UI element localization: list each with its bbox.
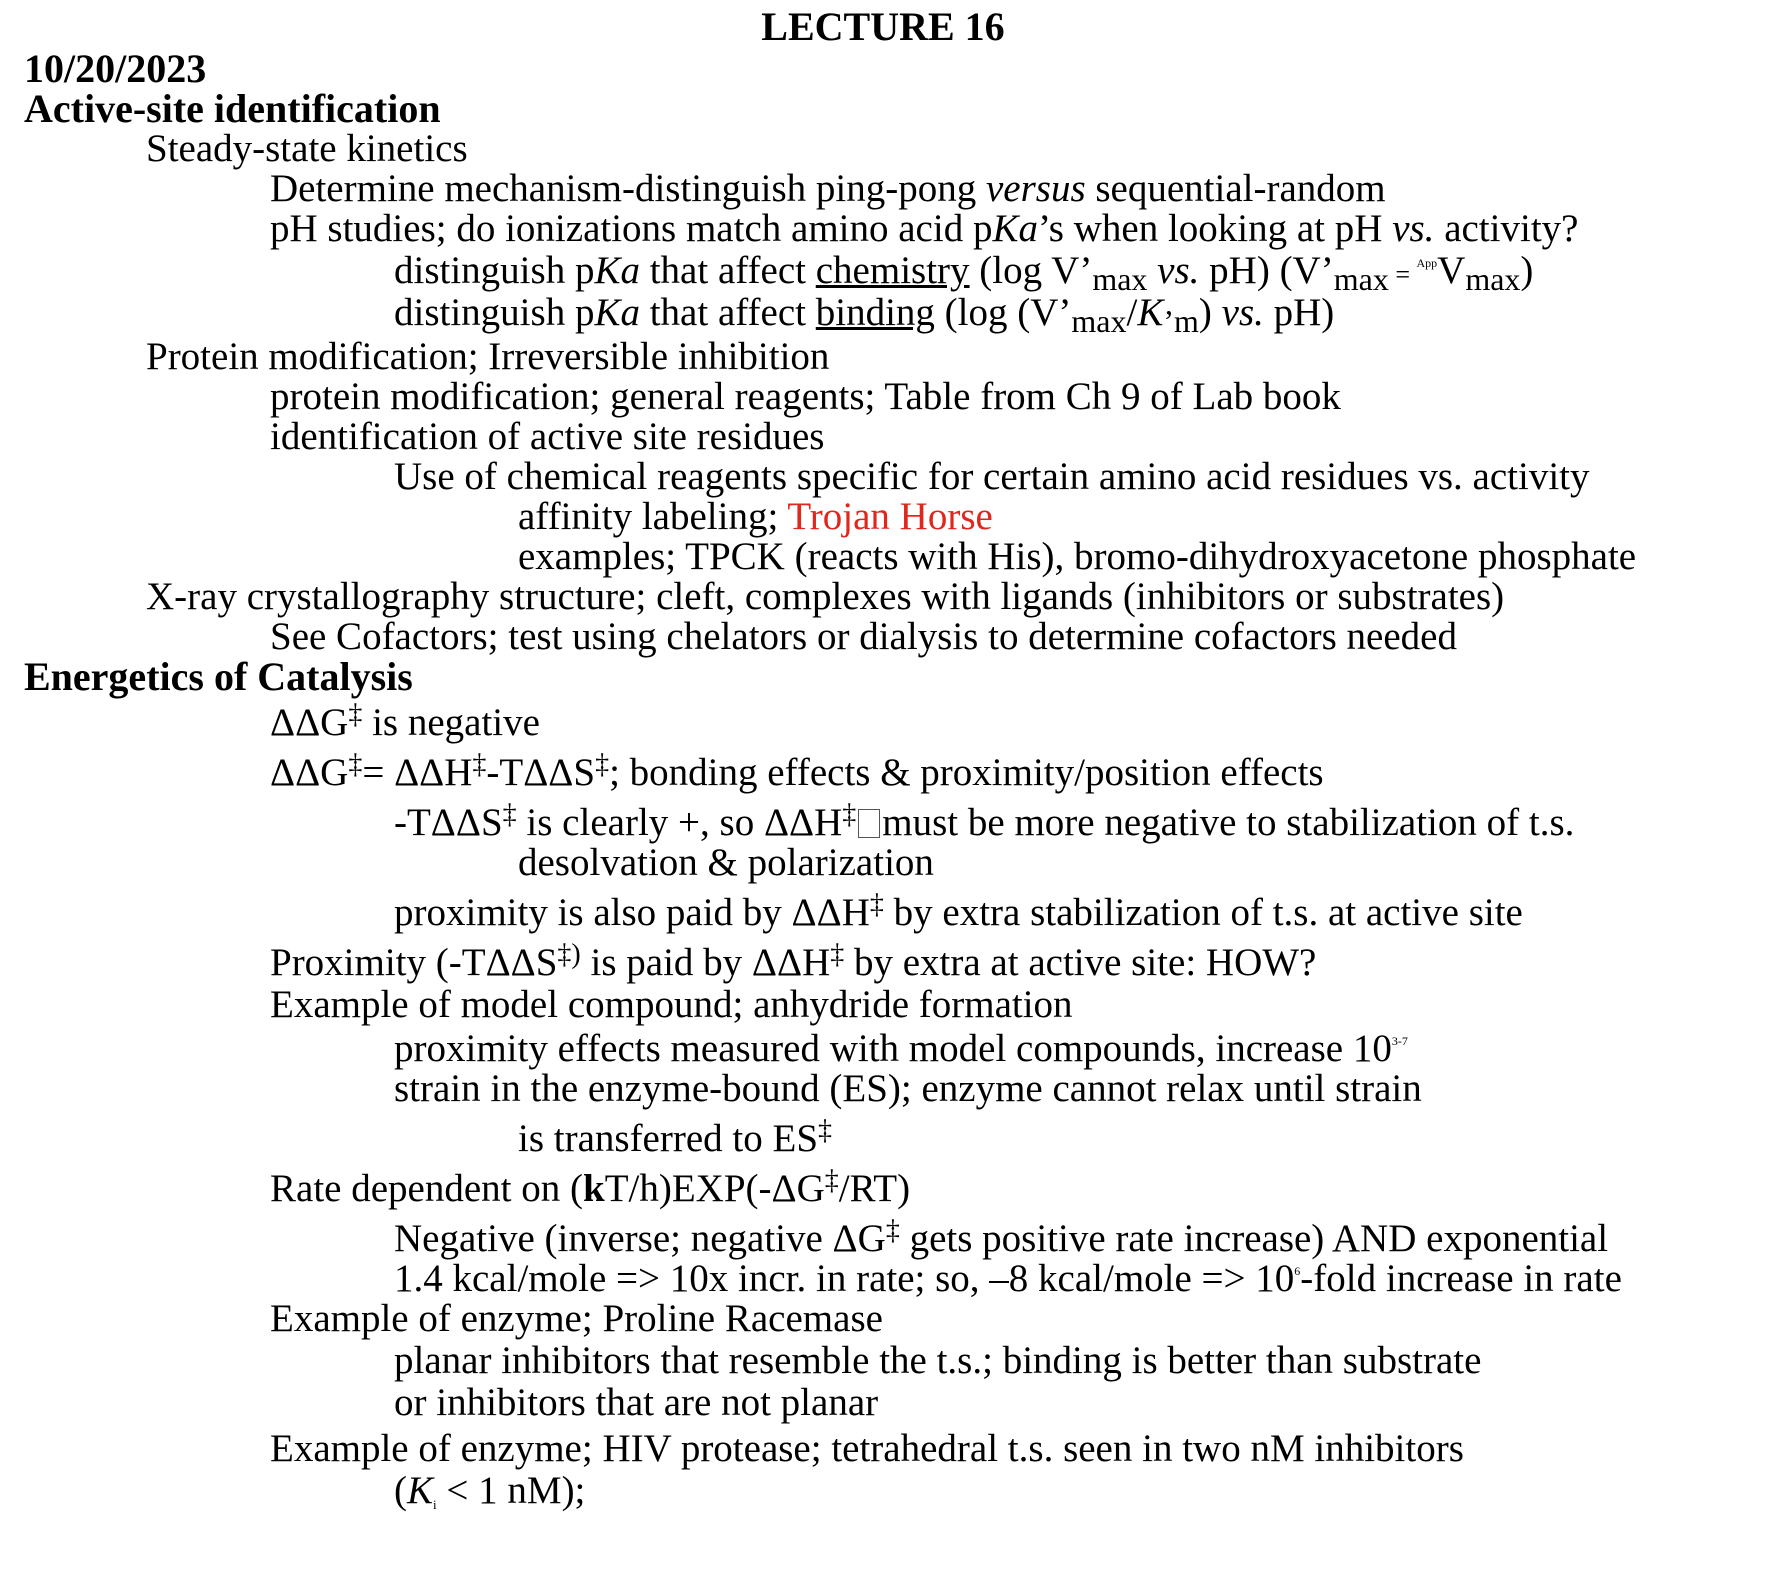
text: -fold increase in rate [1300, 1257, 1622, 1300]
line-protein-modification: Protein modification; Irreversible inhibition [146, 335, 830, 378]
line-rate-dependent [270, 1165, 911, 1214]
text: is negative [362, 701, 540, 744]
line-ddg-negative [270, 699, 540, 748]
line-affinity-labeling [518, 496, 993, 538]
line-ddg-equation [270, 749, 1324, 798]
text: is paid by ΔΔH [580, 941, 831, 984]
subscript: max [1092, 261, 1148, 297]
lecture-date: 10/20/2023 [24, 46, 207, 91]
text: distinguish p [394, 291, 595, 334]
superscript: 3-7 [1391, 1034, 1408, 1048]
text: Negative (inverse; negative ΔG [394, 1217, 886, 1260]
line-examples-tpck: examples; TPCK (reacts with His), bromo-dihydroxyacetone phosphate [518, 535, 1637, 578]
text-italic: K [1137, 291, 1164, 334]
text: ( [394, 1469, 407, 1512]
superscript: App [1416, 256, 1438, 270]
text: Determine mechanism-distinguish ping-pong [270, 167, 986, 210]
superscript: ‡ [824, 1165, 839, 1196]
text-italic: vs. [1392, 207, 1435, 250]
text: pH) [1263, 291, 1335, 334]
text: gets positive rate increase) AND exponential [899, 1217, 1609, 1260]
line-xray: X-ray crystallography structure; cleft, complexes with ligands (inhibitors or substrates) [146, 575, 1505, 618]
text: sequential-random [1085, 167, 1386, 210]
superscript: ‡ [830, 939, 845, 970]
text-underlined: chemistry [815, 249, 970, 292]
lecture-title: LECTURE 16 [761, 4, 1005, 49]
superscript: ‡ [885, 1215, 900, 1246]
text: = [1388, 260, 1417, 289]
line-planar-inhibitors: planar inhibitors that resemble the t.s.; binding is better than substrate [394, 1339, 1482, 1382]
line-steady-state: Steady-state kinetics [146, 127, 468, 170]
line-transferred [518, 1115, 833, 1164]
text-italic: Ka [594, 249, 640, 292]
text: -TΔΔS [486, 751, 596, 794]
text: is clearly +, so ΔΔH [516, 801, 843, 844]
text: that affect [639, 249, 816, 292]
text: ) [1198, 291, 1222, 334]
section-heading-energetics: Energetics of Catalysis [24, 654, 413, 699]
line-pka-binding [394, 291, 1335, 339]
text: = ΔΔH [362, 751, 473, 794]
line-strain: strain in the enzyme-bound (ES); enzyme cannot relax until strain [394, 1067, 1422, 1110]
subscript: i [433, 1497, 437, 1512]
line-general-reagents: protein modification; general reagents; Table from Ch 9 of Lab book [270, 375, 1341, 418]
text: 1.4 kcal/mole => 10x incr. in rate; so, –8 kcal/mole => 10 [394, 1257, 1295, 1300]
text-italic: vs. [1221, 291, 1264, 334]
text: (log V’ [969, 249, 1093, 292]
text: ; bonding effects & proximity/position effects [609, 751, 1324, 794]
line-ki [394, 1470, 585, 1520]
text-italic: K [407, 1469, 434, 1512]
subscript: ’m [1163, 303, 1199, 339]
superscript: ‡ [842, 799, 857, 830]
text: pH studies; do ionizations match amino acid p [270, 207, 993, 250]
line-hiv-protease: Example of enzyme; HIV protease; tetrahedral t.s. seen in two nM inhibitors [270, 1427, 1464, 1470]
superscript: ‡ [818, 1115, 833, 1146]
text: by extra stabilization of t.s. at active site [883, 891, 1523, 934]
text-italic: vs. [1147, 249, 1200, 292]
text-red-highlight: Trojan Horse [787, 495, 993, 538]
text: distinguish p [394, 249, 595, 292]
superscript: ‡ [595, 749, 610, 780]
superscript: ‡ [348, 749, 363, 780]
line-chemical-reagents: Use of chemical reagents specific for certain amino acid residues vs. activity [394, 455, 1590, 498]
text: by extra at active site: HOW? [844, 941, 1317, 984]
text: affinity labeling; [518, 495, 788, 538]
text: is transferred to ES [518, 1117, 819, 1160]
text: / [1126, 291, 1138, 334]
line-identification: identification of active site residues [270, 415, 825, 458]
superscript: 6 [1294, 1264, 1301, 1278]
text: ) [1520, 249, 1534, 292]
text-italic: versus [985, 167, 1086, 210]
superscript: ‡ [348, 699, 363, 730]
line-cofactors: See Cofactors; test using chelators or dialysis to determine cofactors needed [270, 615, 1457, 658]
superscript: ‡) [557, 939, 581, 970]
text: that affect [639, 291, 816, 334]
text: must be more negative to stabilization of t.s. [882, 801, 1575, 844]
missing-glyph-box-icon [858, 809, 880, 838]
text: ΔΔG [270, 701, 349, 744]
text: proximity effects measured with model compounds, increase 10 [394, 1027, 1392, 1070]
line-proline-racemase: Example of enzyme; Proline Racemase [270, 1297, 883, 1340]
subscript: max [1071, 303, 1127, 339]
text: activity? [1434, 207, 1579, 250]
line-model-compound: Example of model compound; anhydride formation [270, 983, 1073, 1026]
text-italic: Ka [594, 291, 640, 334]
text: proximity is also paid by ΔΔH [394, 891, 870, 934]
section-heading-active-site: Active-site identification [24, 86, 441, 131]
text: ΔΔG [270, 751, 349, 794]
line-desolvation: desolvation & polarization [518, 841, 934, 884]
text: /RT) [838, 1167, 911, 1210]
line-ph-studies [270, 208, 1578, 250]
superscript: ‡ [869, 889, 884, 920]
superscript: ‡ [472, 749, 487, 780]
line-proximity-paid [394, 889, 1523, 938]
line-proximity-how [270, 939, 1317, 988]
text-bold: k [582, 1167, 605, 1210]
subscript: max [1465, 261, 1521, 297]
text: < 1 nM); [436, 1469, 586, 1512]
text-italic: Ka [992, 207, 1038, 250]
text: V [1437, 249, 1466, 292]
line-mechanism [270, 168, 1386, 210]
text-underlined: binding [815, 291, 935, 334]
text: -TΔΔS [394, 801, 503, 844]
text: pH) (V’ [1199, 249, 1334, 292]
text: (log (V’ [934, 291, 1072, 334]
superscript: ‡ [502, 799, 517, 830]
subscript: max [1333, 261, 1389, 297]
text: T/h)EXP(-ΔG [604, 1167, 825, 1210]
text: Rate dependent on ( [270, 1167, 583, 1210]
text: ’s when looking at pH [1037, 207, 1393, 250]
line-not-planar: or inhibitors that are not planar [394, 1381, 879, 1424]
text: Proximity (-TΔΔS [270, 941, 558, 984]
